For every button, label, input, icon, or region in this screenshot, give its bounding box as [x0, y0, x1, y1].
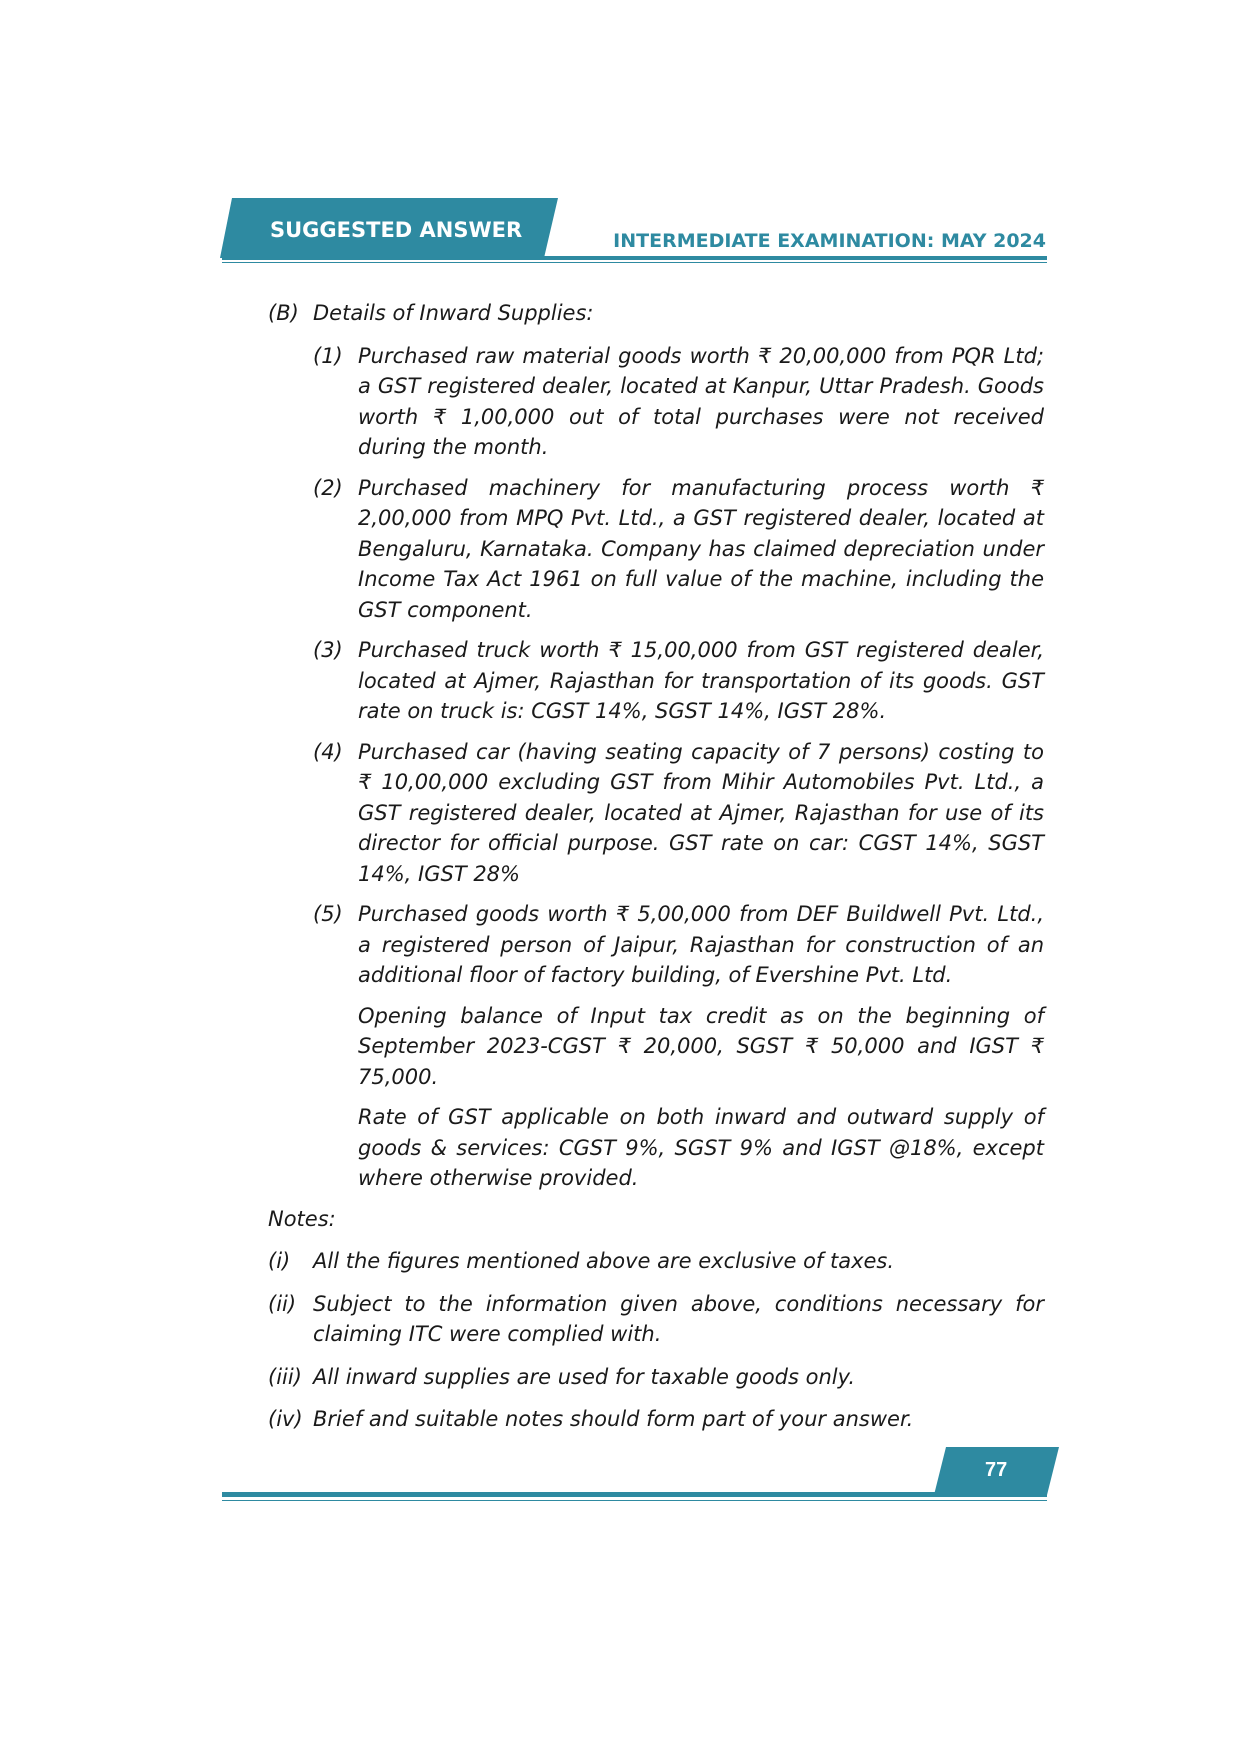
section-heading [268, 298, 1044, 329]
note-item [268, 1362, 1044, 1393]
item-number: (2) [313, 475, 343, 500]
note-item [268, 1246, 1044, 1277]
note-label: (iii) [268, 1364, 302, 1389]
document-body [268, 298, 1044, 1447]
item-number: (4) [313, 739, 343, 764]
list-item [313, 737, 1044, 890]
list-item [313, 899, 1044, 991]
item-number: (5) [313, 902, 343, 926]
note-label: (ii) [268, 1291, 297, 1316]
list-item [313, 473, 1044, 626]
note-label: (iv) [268, 1407, 303, 1431]
section-label: (B) [268, 301, 299, 325]
list-item [313, 635, 1044, 727]
exam-title: INTERMEDIATE EXAMINATION: MAY 2024 [613, 230, 1046, 252]
item-text: Purchased car (having seating capacity of 7 persons) costing to ₹ 10,00,000 excluding GST from Mihir Automobiles Pvt. Ltd., a GST registered dealer, located at Ajmer, Rajasthan for use of its director for official purpose. GST rate on car: CGST 14%, SGST 14%, IGST 28% [358, 739, 1044, 886]
item-text: Purchased goods worth ₹ 5,00,000 from DEF Buildwell Pvt. Ltd., a registered person of Jaipur, Rajasthan for construction of an additional floor of factory building, of Evershine Pvt. Ltd. [358, 902, 1044, 987]
section-title: Details of Inward Supplies: [313, 301, 594, 325]
note-text: All the figures mentioned above are exclusive of taxes. [313, 1249, 895, 1273]
note-text: Brief and suitable notes should form part of your answer. [313, 1407, 914, 1431]
page-header [0, 0, 1241, 270]
header-rule [222, 256, 1047, 260]
page-number: 77 [985, 1459, 1008, 1481]
note-text: Subject to the information given above, conditions necessary for claiming ITC were complied with. [313, 1291, 1044, 1346]
item-number: (3) [313, 638, 343, 662]
note-item [268, 1404, 1044, 1435]
header-rule-thin [222, 262, 1047, 263]
item-text: Purchased truck worth ₹ 15,00,000 from GST registered dealer, located at Ajmer, Rajasthan for transportation of its goods. GST rate on truck is: CGST 14%, SGST 14%, IGST 28%. [358, 638, 1044, 723]
item-number: (1) [313, 343, 343, 368]
page-footer [0, 1440, 1241, 1520]
notes-heading: Notes: [268, 1206, 336, 1231]
opening-balance-paragraph: Opening balance of Input tax credit as on the beginning of September 2023-CGST ₹ 20,000, SGST ₹ 50,000 and IGST ₹ 75,000. [358, 1003, 1044, 1089]
note-text: All inward supplies are used for taxable goods only. [313, 1364, 856, 1389]
footer-rule [222, 1492, 1047, 1497]
gst-rate-paragraph: Rate of GST applicable on both inward and outward supply of goods & services: CGST 9%, SGST 9% and IGST @18%, except where otherwise provided. [358, 1105, 1044, 1190]
list-item [313, 341, 1044, 463]
item-text: Purchased machinery for manufacturing process worth ₹ 2,00,000 from MPQ Pvt. Ltd., a GST registered dealer, located at Bengaluru, Karnataka. Company has claimed depreciation under Income Tax Act 1961 on full value of the machine, including the GST component. [358, 475, 1044, 622]
header-tab-label: SUGGESTED ANSWER [270, 218, 523, 242]
footer-rule-thin [222, 1500, 1047, 1501]
item-text: Purchased raw material goods worth ₹ 20,00,000 from PQR Ltd; a GST registered dealer, located at Kanpur, Uttar Pradesh. Goods worth ₹ 1,00,000 out of total purchases were not received during the month. [358, 343, 1044, 459]
note-item [268, 1289, 1044, 1350]
note-label: (i) [268, 1249, 291, 1273]
